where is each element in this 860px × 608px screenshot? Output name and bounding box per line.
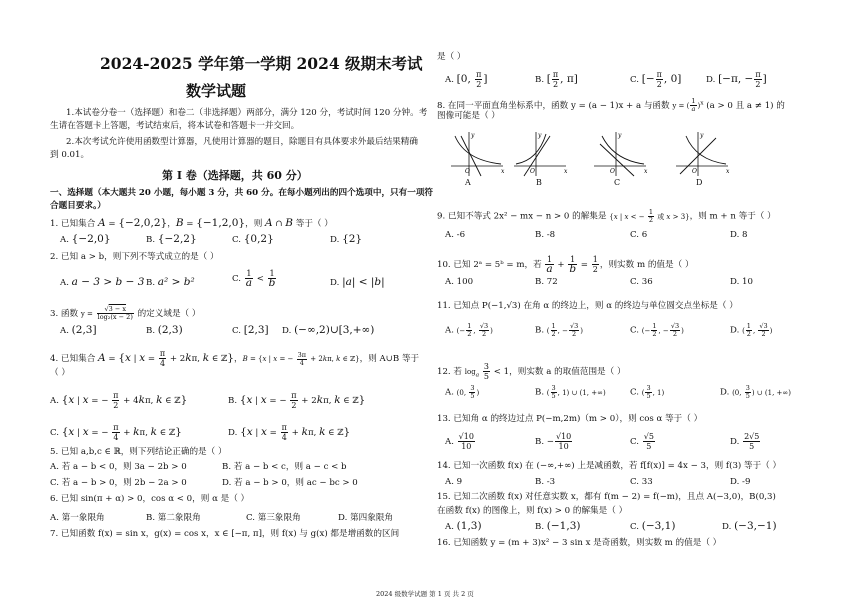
- q4-oc-frac: $\frac{\pi}{4}$: [113, 423, 119, 442]
- q7-option-b[interactable]: B. [ $\frac{\pi}{2}$ , π]: [535, 70, 578, 89]
- q15-stem: 15. 已知二次函数 f(x) 对任意实数 x，都有 f(m − 2) = f(−m)，且点 A(−3,0)，B(0,3): [437, 492, 776, 502]
- q6-stem: 6. 已知 sin(π + α) > 0，cos α < 0，则 α 是（ ）: [50, 494, 250, 504]
- svg-text:y: y: [700, 132, 704, 139]
- q3-function-frac: $\frac{√3 - x}{\text{log₂(x − 2)}}$: [97, 305, 133, 321]
- q3-c-text: [2,3]: [243, 324, 269, 336]
- q11-option-b[interactable]: B. ( $\frac{1}{2}$ , − $\frac{√3}{2}$ ): [535, 322, 583, 338]
- q11-a-frac-2: $\frac{√3}{2}$: [479, 322, 489, 338]
- q4-option-d[interactable]: D. {x | x = $\frac{\pi}{4}$ + kπ, k ∈ ℤ}: [228, 423, 351, 442]
- q10-stem: 10. 已知 2ᵃ = 5ᵇ = m，若 $\frac{1}{a}$ + $\frac{1}{b}$ = $\frac{1}{2}$ ，则实数 m 的值是（ ）: [437, 255, 694, 275]
- q15-c-text: (−3,1): [641, 520, 676, 532]
- q12-option-a[interactable]: A. (0, $\frac{3}{5}$ ): [445, 384, 480, 400]
- q11-option-a[interactable]: A. (− $\frac{1}{2}$ , $\frac{√3}{2}$ ): [445, 322, 493, 338]
- q8-label-b: B: [536, 178, 542, 187]
- q11-stem: 11. 已知点 P(−1,√3) 在角 α 的终边上，则 α 的终边与单位圆交点坐标是（ ）: [437, 301, 738, 311]
- q1-a-text: {−2,0}: [71, 233, 111, 245]
- note-line-4: 到 0.01。: [50, 150, 90, 160]
- q1-stem-b: ，则: [245, 219, 266, 229]
- svg-text:O: O: [465, 168, 470, 175]
- q12-option-c[interactable]: C. ( $\frac{3}{5}$ , 1): [630, 384, 665, 400]
- q16-stem: 16. 已知函数 y = (m + 3)x² − 3 sin x 是奇函数，则实数 m 的值是（ ）: [437, 538, 722, 548]
- q9-stem: 9. 已知不等式 2x² − mx − n > 0 的解集是 {x | x < − $\frac{1}{2}$ 或 x > 3}，则 m + n 等于（ ）: [437, 208, 776, 224]
- q15-option-c[interactable]: C. (−3,1): [630, 520, 676, 532]
- q11-option-c[interactable]: C. (− $\frac{1}{2}$ , − $\frac{√3}{2}$ ): [630, 322, 684, 338]
- q2-b-text: a² > b²: [157, 276, 195, 288]
- q1-b-text: {−2,2}: [157, 233, 197, 245]
- q6-option-b[interactable]: B. 第二象限角: [146, 513, 201, 523]
- q10-stem-a: 10. 已知 2ᵃ = 5ᵇ = m，若: [437, 260, 545, 270]
- q2-c-frac-1: $\frac{1}{a}$: [245, 269, 252, 289]
- svg-text:y: y: [538, 132, 542, 139]
- q4-b-frac: $\frac{3\pi}{4}$: [297, 350, 307, 367]
- q7-a-frac: $\frac{\pi}{2}$: [476, 70, 482, 89]
- q13-option-a[interactable]: A. $\frac{√10}{10}$: [445, 432, 474, 451]
- q3-stem-a: 3. 函数: [50, 309, 81, 319]
- q4-option-c[interactable]: C. {x | x = − $\frac{\pi}{4}$ + kπ, k ∈ ℤ}: [50, 423, 182, 442]
- q7-option-c[interactable]: C. [− $\frac{\pi}{2}$ , 0]: [630, 70, 682, 89]
- q5-option-c[interactable]: C. 若 a − b > 0，则 2b − 2a > 0: [50, 478, 187, 488]
- q4-stem: 4. 已知集合 A = {x | x = $\frac{\pi}{4}$ + 2kπ, k ∈ ℤ}，B = {x | x = − $\frac{3\pi}{4}$ + 2kπ, k ∈ ℤ}，则 A∪B 等于: [50, 349, 420, 368]
- q2-option-b[interactable]: B. a² > b²: [146, 276, 195, 288]
- q11-c-frac-2: $\frac{√3}{2}$: [670, 322, 680, 338]
- q7-option-d[interactable]: D. [−π, − $\frac{\pi}{2}$ ]: [706, 70, 767, 89]
- q13-stem: 13. 已知角 α 的终边过点 P(−m,2m)（m > 0），则 cos α 等于（ ）: [437, 414, 703, 424]
- q15-b-text: (−1,3): [546, 520, 581, 532]
- q2-a-text: a − 3 > b − 3: [71, 276, 145, 288]
- q3-stem-b: 的定义域是（ ）: [134, 309, 201, 319]
- q8-label-d: D: [696, 178, 703, 187]
- svg-text:O: O: [692, 168, 697, 175]
- q2-option-d[interactable]: D. |a| < |b|: [330, 276, 385, 288]
- q8-graph-b[interactable]: [510, 130, 570, 178]
- q1-stem-a: 1. 已知集合: [50, 219, 99, 229]
- svg-text:O: O: [530, 168, 535, 175]
- q10-option-c[interactable]: C. 36: [630, 277, 653, 287]
- q15-a-text: (1,3): [456, 520, 482, 532]
- q2-stem: 2. 已知 a > b，则下列不等式成立的是（ ）: [50, 252, 219, 262]
- q13-option-c[interactable]: C. $\frac{√5}{5}$: [630, 432, 654, 451]
- q15-option-a[interactable]: A. (1,3): [445, 520, 482, 532]
- q1-option-c[interactable]: C. {0,2}: [232, 233, 274, 245]
- q11-d-frac-2: $\frac{√3}{2}$: [759, 322, 768, 338]
- q8-base-frac: $\frac{1}{a}$: [691, 97, 696, 113]
- q8-stem-b: (a > 0 且 a ≠ 1) 的: [706, 101, 785, 111]
- q4-stem-a: 4. 已知集合: [50, 354, 99, 364]
- q9-stem-a: 9. 已知不等式 2x² − mx − n > 0 的解集是: [437, 211, 610, 222]
- q5-option-d[interactable]: D. 若 a − b > 0，则 ac − bc > 0: [222, 478, 358, 488]
- q3-option-c[interactable]: C. [2,3]: [232, 324, 269, 336]
- q12-stem-a: 12. 若: [437, 367, 465, 377]
- note-line-1: 1.本试卷分卷一（选择题）和卷二（非选择题）两部分，满分 120 分，考试时间 120 分钟。考: [66, 108, 428, 118]
- section1-label: 一、选择题（本大题共 20 小题，每小题 3 分，共 60 分。在每小题列出的四个选项中，只有一项符: [50, 188, 434, 198]
- q15-option-d[interactable]: D. (−3,−1): [722, 520, 777, 532]
- q3-option-d[interactable]: D. (−∞,2)∪[3,+∞): [282, 324, 375, 336]
- q11-a-frac-1: $\frac{1}{2}$: [467, 322, 472, 338]
- q4-a-frac: $\frac{\pi}{4}$: [159, 349, 166, 368]
- q1-option-d[interactable]: D. {2}: [330, 233, 363, 245]
- q10-option-d[interactable]: D. 10: [730, 277, 753, 287]
- q12-stem-b: ，则实数 a 的取值范围是（ ）: [509, 367, 626, 377]
- q7-b-frac: $\frac{\pi}{2}$: [552, 70, 559, 89]
- q2-option-a[interactable]: A. a − 3 > b − 3: [60, 276, 145, 288]
- q6-option-d[interactable]: D. 第四象限角: [338, 513, 394, 523]
- q3-option-a[interactable]: A. (2,3]: [60, 324, 97, 336]
- q3-a-text: (2,3]: [71, 324, 97, 336]
- part1-title: 第 I 卷（选择题，共 60 分）: [162, 169, 308, 182]
- q13-d-frac: $\frac{2√5}{5}$: [744, 432, 760, 451]
- svg-text:x: x: [644, 168, 648, 175]
- q1-stem-c: 等于（ ）: [293, 219, 333, 229]
- q8-graph-a[interactable]: [447, 130, 507, 178]
- note-line-3: 2.本次考试允许使用函数型计算器，凡使用计算器的题目，除题目有具体要求外最后结果精确: [66, 137, 418, 147]
- q13-a-frac: $\frac{√10}{10}$: [458, 432, 474, 451]
- q4-stem-b: ，则 A∪B 等于: [359, 354, 420, 364]
- q12-c-frac: $\frac{3}{5}$: [646, 384, 651, 400]
- q11-b-frac-2: $\frac{√3}{2}$: [569, 322, 579, 338]
- q9-set-frac: $\frac{1}{2}$: [648, 208, 653, 224]
- q14-option-c[interactable]: C. 33: [630, 477, 653, 487]
- q14-option-d[interactable]: D. -9: [730, 477, 751, 487]
- q4-option-a[interactable]: A. {x | x = − $\frac{\pi}{2}$ + 4kπ, k ∈ ℤ}: [50, 391, 188, 410]
- q7-c-frac: $\frac{\pi}{2}$: [656, 70, 662, 89]
- q3-d-text: (−∞,2)∪[3,+∞): [294, 324, 375, 336]
- q8-graph-d[interactable]: [672, 130, 732, 178]
- q11-d-frac-1: $\frac{1}{2}$: [746, 322, 751, 338]
- svg-text:y: y: [471, 132, 475, 139]
- q5-stem: 5. 已知 a,b,c ∈ ℝ，则下列结论正确的是（ ）: [50, 447, 227, 457]
- note-line-2: 生请在答题卡上答题，考试结束后，将本试卷和答题卡一并交回。: [50, 121, 300, 131]
- q5-option-a[interactable]: A. 若 a − b < 0，则 3a − 2b > 0: [50, 462, 187, 472]
- q7-option-a[interactable]: A. [0, $\frac{\pi}{2}$ ]: [445, 70, 488, 89]
- q12-option-b[interactable]: B. ( $\frac{3}{5}$ , 1) ∪ (1, +∞): [535, 384, 606, 400]
- q8-graph-c[interactable]: [590, 130, 650, 178]
- q2-c-frac-2: $\frac{1}{b}$: [268, 269, 276, 289]
- q9-option-c[interactable]: C. 6: [630, 230, 648, 240]
- q12-stem: 12. 若 $\log_a$ $\frac{3}{5}$ < 1，则实数 a 的取值范围是（ ）: [437, 362, 626, 381]
- q11-b-frac-1: $\frac{1}{2}$: [551, 322, 556, 338]
- q1-d-text: {2}: [342, 233, 363, 245]
- q9-stem-b: ，则 m + n 等于（ ）: [689, 211, 776, 222]
- q3-b-text: (2,3): [157, 324, 183, 336]
- svg-text:x: x: [564, 168, 568, 175]
- svg-text:O: O: [610, 168, 615, 175]
- q11-option-d[interactable]: D. ( $\frac{1}{2}$ , $\frac{√3}{2}$ ): [730, 322, 773, 338]
- q8-stem: 8. 在同一平面直角坐标系中，函数 y = (a − 1)x + a 与函数 y = ( $\frac{1}{a}$ )$^x$ (a > 0 且 a ≠ 1) 的: [437, 97, 785, 113]
- q13-option-d[interactable]: D. $\frac{2√5}{5}$: [730, 432, 760, 451]
- q12-d-frac: $\frac{3}{5}$: [745, 384, 750, 400]
- q2-option-c[interactable]: C. $\frac{1}{a}$ < $\frac{1}{b}$: [232, 269, 276, 289]
- q13-b-frac: $\frac{√10}{10}$: [555, 432, 572, 451]
- q7-stem-cont: 是（ ）: [437, 52, 466, 62]
- q11-c-frac-1: $\frac{1}{2}$: [652, 322, 657, 338]
- q10-stem-b: ，则实数 m 的值是（ ）: [599, 260, 694, 270]
- svg-text:x: x: [726, 168, 730, 175]
- q8-label-a: A: [465, 178, 471, 187]
- page-footer: 2024 级数学试题 第 1 页 共 2 页: [376, 590, 474, 598]
- svg-text:x: x: [501, 168, 505, 175]
- q3-stem: 3. 函数 y = $\frac{√3 - x}{\text{log₂(x − 2)}}$ 的定义域是（ ）: [50, 305, 201, 321]
- section1-label-cont: 合题目要求。）: [50, 201, 106, 211]
- q6-option-a[interactable]: A. 第一象限角: [50, 513, 105, 523]
- q1-option-a[interactable]: A. {−2,0}: [60, 233, 111, 245]
- q12-b-frac: $\frac{3}{5}$: [551, 384, 556, 400]
- q7-d-frac: $\frac{\pi}{2}$: [755, 70, 761, 89]
- q14-option-b[interactable]: B. -3: [535, 477, 556, 487]
- q15-d-text: (−3,−1): [734, 520, 777, 532]
- q9-option-b[interactable]: B. -8: [535, 230, 556, 240]
- q1-option-b[interactable]: B. {−2,2}: [146, 233, 197, 245]
- q1-stem: 1. 已知集合 A = {−2,0,2}，B = {−1,2,0}，则 A ∩ B 等于（ ）: [50, 217, 333, 229]
- q12-frac: $\frac{3}{5}$: [483, 362, 489, 381]
- q10-frac-b: $\frac{1}{b}$: [569, 255, 577, 275]
- q13-c-frac: $\frac{√5}{5}$: [643, 432, 654, 451]
- q12-option-d[interactable]: D. (0, $\frac{3}{5}$ ) ∪ (1, +∞): [720, 384, 791, 400]
- q10-frac-a: $\frac{1}{a}$: [546, 255, 553, 275]
- q14-option-a[interactable]: A. 9: [445, 477, 463, 487]
- q10-option-b[interactable]: B. 72: [535, 277, 558, 287]
- q7-stem: 7. 已知函数 f(x) = sin x，g(x) = cos x，x ∈ [−π, π]，则 f(x) 与 g(x) 都是增函数的区间: [50, 529, 400, 539]
- q8-stem-a: 8. 在同一平面直角坐标系中，函数 y = (a − 1)x + a 与函数: [437, 101, 673, 111]
- q9-option-a[interactable]: A. -6: [445, 230, 466, 240]
- q1-c-text: {0,2}: [243, 233, 274, 245]
- q4-oa-frac: $\frac{\pi}{2}$: [113, 391, 119, 410]
- q10-frac-half: $\frac{1}{2}$: [592, 255, 598, 274]
- q15-option-b[interactable]: B. (−1,3): [535, 520, 581, 532]
- exam-title: 2024-2025 学年第一学期 2024 级期末考试: [100, 54, 423, 73]
- q4-ob-frac: $\frac{\pi}{2}$: [291, 391, 297, 410]
- q2-d-text: |a| < |b|: [342, 276, 385, 288]
- q6-option-c[interactable]: C. 第三象限角: [246, 513, 301, 523]
- q4-stem-cont: （ ）: [50, 368, 70, 378]
- q5-option-b[interactable]: B. 若 a − b < c，则 a − c < b: [222, 462, 347, 472]
- q10-option-a[interactable]: A. 100: [445, 277, 474, 287]
- q9-option-d[interactable]: D. 8: [730, 230, 748, 240]
- q3-option-b[interactable]: B. (2,3): [146, 324, 183, 336]
- q8-label-c: C: [614, 178, 621, 187]
- q4-od-frac: $\frac{\pi}{4}$: [281, 423, 287, 442]
- q13-option-b[interactable]: B. − $\frac{√10}{10}$: [535, 432, 572, 451]
- q14-stem: 14. 已知一次函数 f(x) 在 (−∞,+∞) 上是减函数，若 f[f(x)] = 4x − 3，则 f(3) 等于（ ）: [437, 461, 782, 471]
- q15-stem-cont: 在函数 f(x) 的图像上，则 f(x) > 0 的解集是（ ）: [437, 506, 628, 516]
- q8-stem-cont: 图像可能是（ ）: [437, 111, 500, 121]
- svg-text:y: y: [618, 132, 622, 139]
- q4-option-b[interactable]: B. {x | x = − $\frac{\pi}{2}$ + 2kπ, k ∈ ℤ}: [228, 391, 366, 410]
- exam-subject: 数学试题: [186, 82, 247, 100]
- q12-a-frac: $\frac{3}{5}$: [470, 384, 475, 400]
